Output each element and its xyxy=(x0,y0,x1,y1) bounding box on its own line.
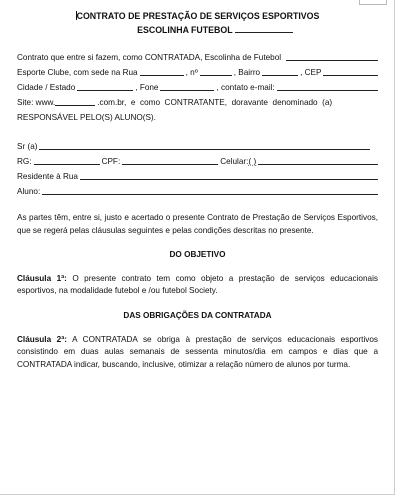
intro-paragraph xyxy=(17,49,378,124)
intro-line-2: Esporte Clube, com sede na Rua , nº , Bairro , CEP xyxy=(17,64,378,79)
contractor-fields xyxy=(17,138,378,198)
clause-1-text: O presente contrato tem como objeto a prestação de serviços educacionais esportivos, na modalidade futebol e /ou futebol Society. xyxy=(17,274,378,296)
club-name-blank[interactable] xyxy=(286,52,378,61)
parties-paragraph: As partes têm, entre si, justo e acertado o presente Contrato de Prestação de Serviços Esportivos, que se regerá pelas cláusulas seguintes e pelas condições descritas no presente. xyxy=(17,213,378,235)
celular-blank[interactable] xyxy=(258,156,378,165)
rg-blank[interactable] xyxy=(34,156,100,165)
school-name-blank[interactable] xyxy=(235,24,293,33)
field-aluno: Aluno: xyxy=(17,183,378,198)
field-sr: Sr (a) xyxy=(17,138,378,153)
document-title: CONTRATO DE PRESTAÇÃO DE SERVIÇOS ESPORTIVOS xyxy=(76,11,320,21)
document-page xyxy=(17,10,378,371)
clause-2-text: A CONTRATADA se obriga à prestação de serviços educacionais esportivos consistindo em duas aulas semanais de sessenta minutos/dia em campos e dias que a CONTRATADA indicar, buscando, inclusive, otimizar a relação número de alunos por turma. xyxy=(17,335,378,369)
section-heading-objetivo: DO OBJETIVO xyxy=(169,249,226,259)
address-blank[interactable] xyxy=(80,171,378,180)
clause-1 xyxy=(17,273,378,298)
intro-line-3: Cidade / Estado , Fone , contato e-mail: xyxy=(17,79,378,94)
clause-2-label: Cláusula 2ª: xyxy=(17,335,67,345)
intro-line-4: Site: www. .com.br, e como CONTRATANTE, doravante denominado (a) xyxy=(17,97,333,107)
clause-1-label: Cláusula 1ª: xyxy=(17,274,67,284)
phone-blank[interactable] xyxy=(160,82,214,91)
field-rg-cpf-celular: RG: CPF: Celular: ( ) xyxy=(17,153,378,168)
field-residente: Residente à Rua xyxy=(17,168,378,183)
intro-line-5: RESPONSÁVEL PELO(S) ALUNO(S). xyxy=(17,112,156,122)
city-state-blank[interactable] xyxy=(77,82,133,91)
celular-area-code[interactable]: ( ) xyxy=(248,156,257,166)
site-blank[interactable] xyxy=(55,97,95,106)
page-corner-mark xyxy=(359,0,387,5)
email-blank[interactable] xyxy=(277,82,378,91)
section-heading-obrigacoes: DAS OBRIGAÇÕES DA CONTRATADA xyxy=(123,310,272,320)
neighborhood-blank[interactable] xyxy=(262,67,298,76)
clause-2 xyxy=(17,334,378,371)
cep-blank[interactable] xyxy=(323,67,378,76)
cpf-blank[interactable] xyxy=(122,156,218,165)
number-blank[interactable] xyxy=(200,67,232,76)
intro-line-1: Contrato que entre si fazem, como CONTRATADA, Escolinha de Futebol xyxy=(17,49,378,64)
document-subtitle: ESCOLINHA FUTEBOL xyxy=(52,24,378,38)
student-name-blank[interactable] xyxy=(42,186,378,195)
street-blank[interactable] xyxy=(140,67,184,76)
sr-name-blank[interactable] xyxy=(39,141,370,150)
